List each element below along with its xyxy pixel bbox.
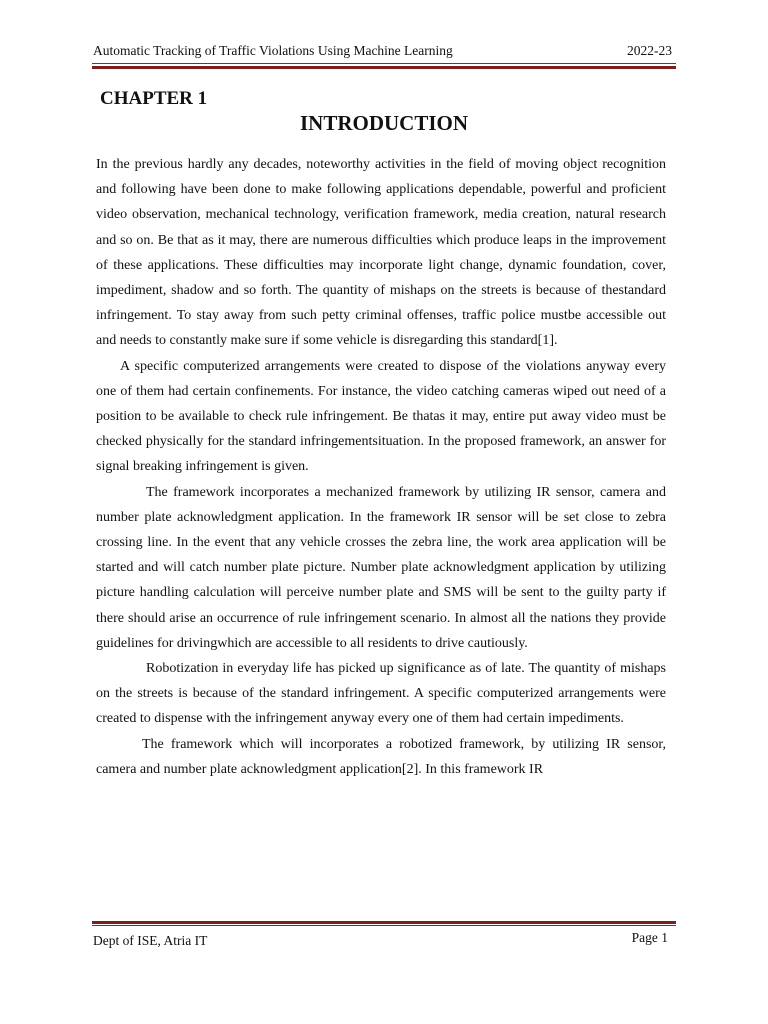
paragraph-5: The framework which will incorporates a robotized framework, by utilizing IR sensor, camera and number plate acknowledgment application[2]. In this framework IR	[96, 736, 666, 777]
header-rule-thin	[92, 63, 676, 64]
paragraph-3: The framework incorporates a mechanized framework by utilizing IR sensor, camera and number plate acknowledgment application. In the framework IR sensor will be set close to zebra crossing line. In the event that any vehicle crosses the zebra line, the work area application will be started and will catch number plate picture. Number plate acknowledgment application by utilizing picture handling calculation will perceive number plate and SMS will be sent to the guilty party if there should arise an occurrence of rule infringement scenario. In almost all the nations they provide guidelines for drivingwhich are accessible to all residents to drive cautiously.	[96, 484, 666, 651]
footer-rule-thick	[92, 921, 676, 924]
page-footer	[93, 931, 668, 949]
header-title: Automatic Tracking of Traffic Violations Using Machine Learning	[93, 43, 453, 58]
footer-rule-thin	[92, 925, 676, 926]
paragraph-4: Robotization in everyday life has picked up significance as of late. The quantity of mishaps on the streets is because of the standard infringement. A specific computerized arrangements were created to dispense with the infringement anyway every one of them had certain impediments.	[96, 661, 666, 727]
header-rule-thick	[92, 66, 676, 69]
footer-page-number: Page 1	[631, 930, 668, 945]
body-text	[96, 152, 666, 782]
footer-department: Dept of ISE, Atria IT	[93, 933, 208, 948]
paragraph-2: A specific computerized arrangements were created to dispose of the violations anyway every one of them had certain confinements. For instance, the video catching cameras wiped out need of a position to be available to check rule infringement. Be thatas it may, entire put away video must be checked physically for the standard infringementsituation. In the proposed framework, an answer for signal breaking infringement is given.	[96, 358, 666, 475]
chapter-label: CHAPTER 1	[100, 88, 208, 109]
paragraph-1: In the previous hardly any decades, noteworthy activities in the field of moving object recognition and following have been done to make following applications dependable, powerful and proficient video observation, mechanical technology, verification framework, media creation, natural research and so on. Be that as it may, there are numerous difficulties which produce leaps in the improvement of these applications. These difficulties may incorporate light change, dynamic foundation, cover, impediment, shadow and so forth. The quantity of mishaps on the streets is because of thestandard infringement. To stay away from such petty criminal offenses, traffic police mustbe accessible out and needs to constantly make sure if some vehicle is disregarding this standard[1].	[96, 157, 666, 349]
header-year: 2022-23	[627, 43, 672, 58]
chapter-title: INTRODUCTION	[299, 111, 469, 135]
page-header	[93, 43, 672, 61]
